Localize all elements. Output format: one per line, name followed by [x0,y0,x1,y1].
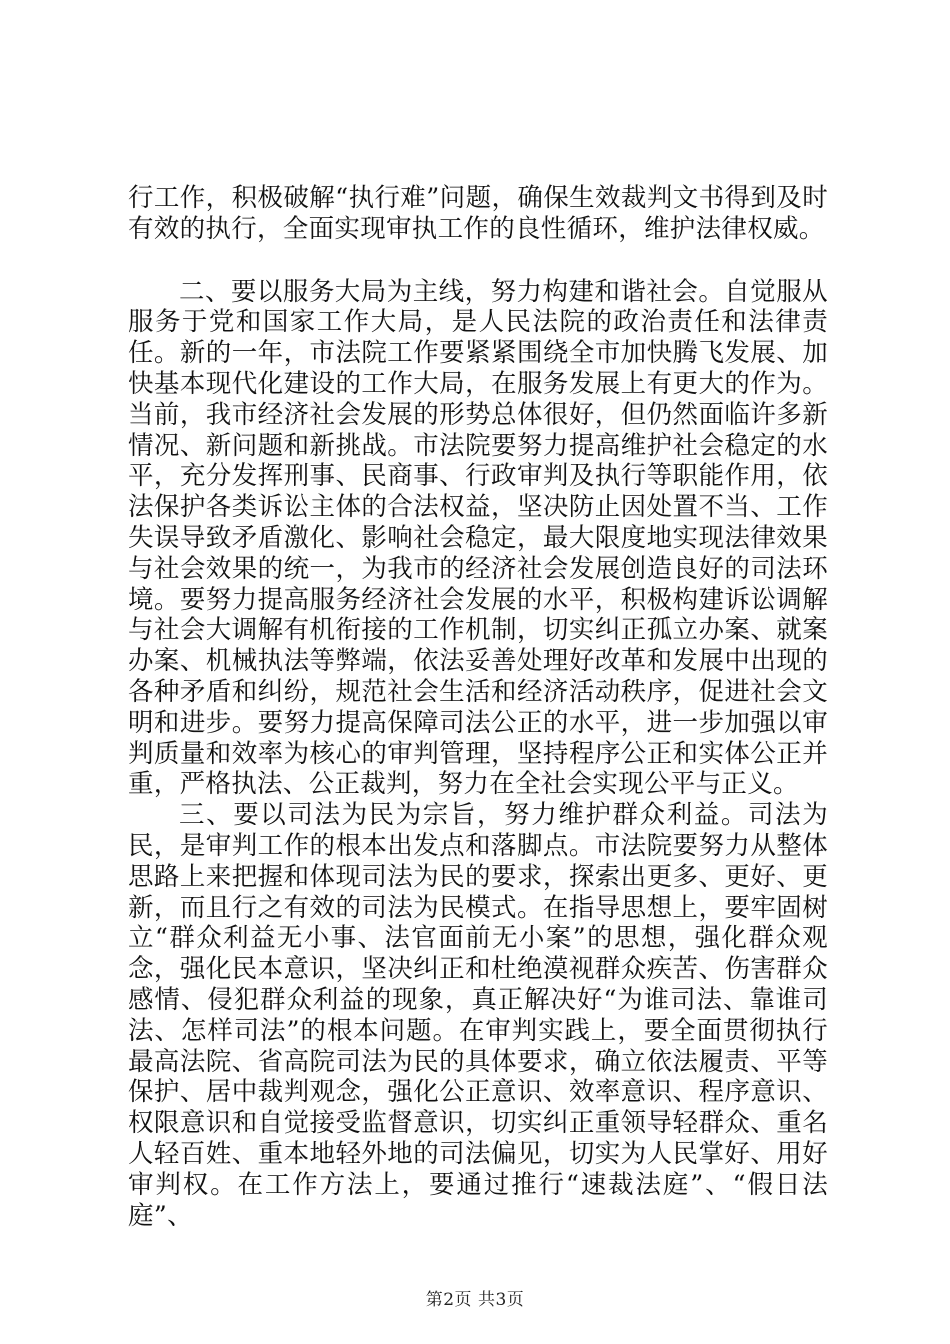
paragraph-section-two: 二、要以服务大局为主线，努力构建和谐社会。自觉服从服务于党和国家工作大局，是人民法院的政治责任和法律责任。新的一年，市法院工作要紧紧围绕全市加快腾飞发展、加快基本现代化建设的工作大局，在服务发展上有更大的作为。当前，我市经济社会发展的形势总体很好，但仍然面临许多新情况、新问题和新挑战。市法院要努力提高维护社会稳定的水平，充分发挥刑事、民商事、行政审判及执行等职能作用，依法保护各类诉讼主体的合法权益，坚决防止因处置不当、工作失误导致矛盾激化、影响社会稳定，最大限度地实现法律效果与社会效果的统一，为我市的经济社会发展创造良好的司法环境。要努力提高服务经济社会发展的水平，积极构建诉讼调解与社会大调解有机衔接的工作机制，切实纠正孤立办案、就案办案、机械执法等弊端，依法妥善处理好改革和发展中出现的各种矛盾和纠纷，规范社会生活和经济活动秩序，促进社会文明和进步。要努力提高保障司法公正的水平，进一步加强以审判质量和效率为核心的审判管理，坚持程序公正和实体公正并重，严格执法、公正裁判，努力在全社会实现公平与正义。 [128,276,828,800]
page-number-footer: 第2页 共3页 [425,1290,525,1310]
paragraph-gap [128,245,828,277]
paragraph-section-three: 三、要以司法为民为宗旨，努力维护群众利益。司法为民，是审判工作的根本出发点和落脚点。市法院要努力从整体思路上来把握和体现司法为民的要求，探索出更多、更好、更新，而且行之有效的司法为民模式。在指导思想上，要牢固树立“群众利益无小事、法官面前无小案”的思想，强化群众观念，强化民本意识，坚决纠正和杜绝漠视群众疾苦、伤害群众感情、侵犯群众利益的现象，真正解决好“为谁司法、靠谁司法、怎样司法”的根本问题。在审判实践上，要全面贯彻执行最高法院、省高院司法为民的具体要求，确立依法履责、平等保护、居中裁判观念，强化公正意识、效率意识、程序意识、权限意识和自觉接受监督意识，切实纠正重领导轻群众、重名人轻百姓、重本地轻外地的司法偏见，切实为人民掌好、用好审判权。在工作方法上，要通过推行“速裁法庭”、“假日法庭”、 [128,800,828,1231]
document-body [128,183,828,1231]
paragraph-continuation: 行工作，积极破解“执行难”问题，确保生效裁判文书得到及时有效的执行，全面实现审执工作的良性循环，维护法律权威。 [128,183,828,244]
